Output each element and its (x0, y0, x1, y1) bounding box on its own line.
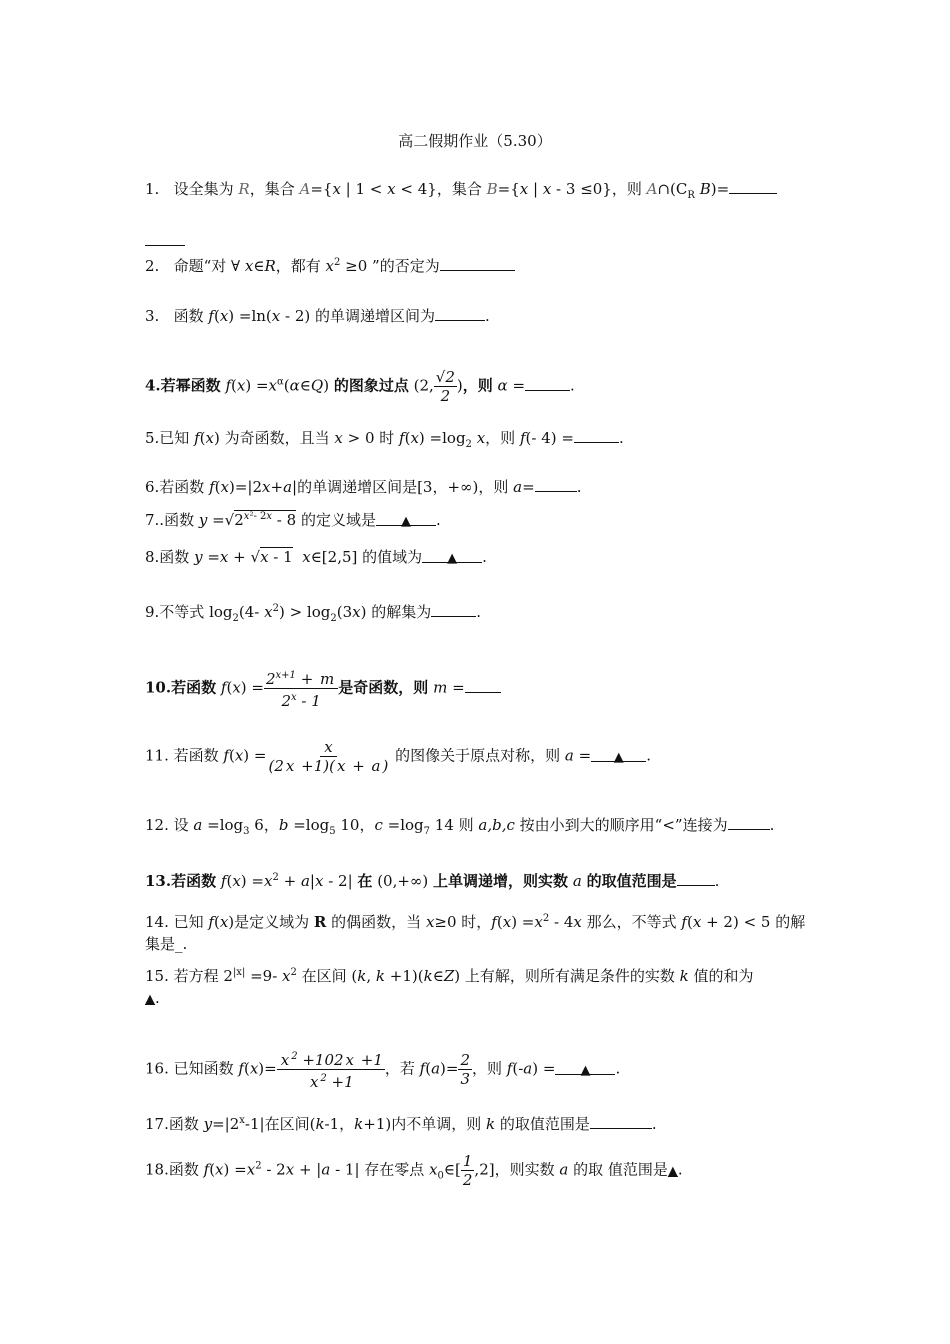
question-6: 6.若函数 f(x)=|2x+a|的单调递增区间是[3，+∞)，则 a= . (145, 478, 582, 496)
question-13: 13.若函数 $f(x) =x^2 + a|x - 2|$ 在 (0,+∞) 上单调递增，则实数 a 的取值范围是 . (145, 872, 720, 890)
question-8: 8.函数 y =x + √x - 1 x∈[2,5] 的值域为 ▲ . (145, 548, 487, 566)
question-16: 16. 已知函数 f(x)= $\frac{x ^2 +102 x +1}{x ^2 +1}$ ，若 f(a)= $\frac{2}{3}$ ，则 f(-a) = ▲ . (145, 1048, 810, 1091)
triangle-marker: ▲ (591, 747, 646, 762)
question-3: 3. 函数 f(x) =ln(x - 2) 的单调递增区间为 . (145, 307, 490, 325)
triangle-marker: ▲ (422, 548, 482, 563)
question-7: 7..函数 $y =√2^{x^2- 2x} - 8$ 的定义域是 ▲ . (145, 511, 441, 529)
question-15: 15. 若方程 $2^{|x|} =9-$ $x^2$ 在区间 (k, k +1)(k∈Z) 上有解，则所有满足条件的实数 k 值的和为 ▲. (145, 962, 810, 1011)
question-2: 2. 命题“对 ∀ x∈R，都有 $x^2 \ge 0$ ”的否定为 (145, 252, 810, 277)
triangle-marker: ▲ (555, 1060, 615, 1075)
triangle-marker: ▲ (376, 511, 436, 526)
page-title: 高二假期作业（5.30） (398, 132, 552, 150)
question-4: 4.若幂函数 $f(x) =x^\alpha(\alpha\in Q)$ 的图象过点 (2, $\frac{√2}{2}$ )，则 α = . (145, 368, 575, 405)
question-17: 17.函数 $y=|2^x-1|$在区间(k-1，k+1)内不单调，则 k 的取值范围是 . (145, 1115, 657, 1133)
triangle-marker: ▲ (667, 1163, 678, 1179)
question-number: 1. (145, 180, 160, 198)
question-14: 14. 已知 f(x)是定义域为 R 的偶函数，当 x≥0 时，$f(x) =x^2 - 4x$ 那么，不等式 f(x + 2) < 5 的解集是_. (145, 913, 806, 953)
question-18: 18.函数 $f(x) =x^2 - 2x + |a - 1|$ 存在零点 $x_0\in$[ $\frac{1}{2}$ ,2]，则实数 a 的取 值范围是▲. (145, 1152, 683, 1189)
question-9: 9.不等式 $\log_2(4-$ $x^2) > \log_2(3x)$ 的解集为 . (145, 603, 482, 624)
question-11: 11. 若函数 f(x) = $\frac{x}{(2 x +1)( x + a )}$ 的图像关于原点对称，则 a = ▲ . (145, 738, 651, 775)
question-1-continuation (145, 230, 810, 252)
question-10: 10.若函数 f(x) = $\frac{2^{x+1} + m}{2^x - 1}$ 是奇函数，则 m = (145, 667, 810, 710)
question-1: 1. 设全集为 R，集合 A={x | 1 < x < 4}，集合 B={x | x - 3 ≤0}，则 $A\cap(C_R$ B)= (145, 178, 810, 207)
question-5: 5.已知 f(x) 为奇函数，且当 x > 0 时 $f(x) =\log_2$ x，则 f(- 4) = . (145, 429, 624, 450)
question-12: 12. 设 $a =\log_3$ 6，$b =\log_5$ 10，$c =\log_7$ 14 则 a,b,c 按由小到大的顺序用“<”连接为 . (145, 816, 775, 837)
triangle-marker: ▲ (145, 992, 155, 1007)
